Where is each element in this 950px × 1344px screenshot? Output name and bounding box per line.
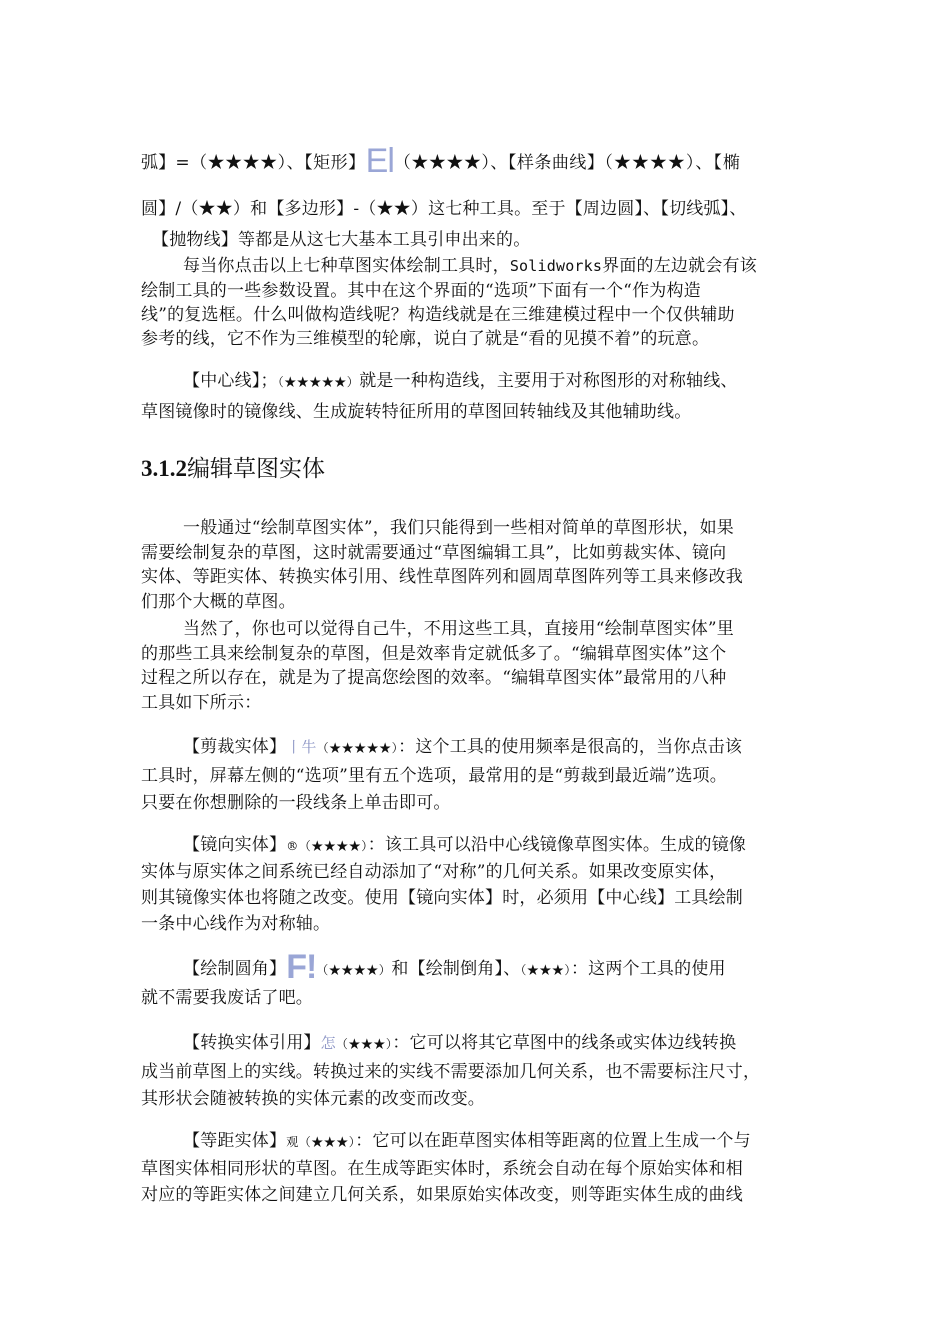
text-line bbox=[183, 370, 833, 393]
rating-stars: （★★★★） bbox=[298, 839, 368, 853]
text-line bbox=[183, 255, 833, 277]
text-line: 需要绘制复杂的草图，这时就需要通过“草图编辑工具”，比如剪裁实体、镜向 bbox=[141, 543, 727, 563]
text-span: （★★★★）、【椭 bbox=[604, 153, 741, 173]
text-line: 就不需要我废话了吧。 bbox=[141, 988, 313, 1008]
text-line: 绘制工具的一些参数设置。其中在这个界面的“选项”下面有一个“作为构造 bbox=[141, 281, 701, 301]
text-line: 实体与原实体之间系统已经自动添加了“对称”的几何关系。如果改变原实体， bbox=[141, 862, 727, 882]
section-number: 3.1.2 bbox=[141, 456, 187, 481]
text-line bbox=[183, 1130, 833, 1153]
rating-stars: （★★★） bbox=[298, 1135, 356, 1149]
text-line: 工具时，屏幕左侧的“选项”里有五个选项，最常用的是“剪裁到最近端”选项。 bbox=[141, 766, 727, 786]
text-line: 其形状会随被转换的实体元素的改变而改变。 bbox=[141, 1089, 485, 1109]
text-span: 【镜向实体】 bbox=[183, 835, 287, 855]
convert-entities-icon: 怎 bbox=[320, 1034, 336, 1052]
text-span: 【转换实体引用】 bbox=[183, 1033, 321, 1053]
rating-stars: （★★★★★） bbox=[316, 741, 399, 755]
text-line: 过程之所以存在，就是为了提高您绘图的效率。“编辑草图实体”最常用的八种 bbox=[141, 668, 727, 688]
section-heading bbox=[141, 455, 325, 483]
text-line: 只要在你想删除的一段线条上单击即可。 bbox=[141, 793, 451, 813]
text-span: -（★★）这七种工具。至于【周边圆】、【切线弧】、 bbox=[353, 199, 747, 219]
text-line bbox=[183, 736, 833, 759]
text-line: 则其镜像实体也将随之改变。使用【镜向实体】时，必须用【中心线】工具绘制 bbox=[141, 888, 743, 908]
text-line bbox=[183, 948, 833, 986]
text-line: 【抛物线】等都是从这七大基本工具引申出来的。 bbox=[152, 230, 531, 250]
text-span: 圆】/（★★）和【多边形】 bbox=[141, 199, 354, 219]
text-span: 【中心线】； bbox=[183, 371, 278, 391]
text-span: 【剪裁实体】 bbox=[183, 737, 287, 757]
offset-entities-icon: 观 bbox=[286, 1135, 299, 1149]
text-line: 草图镜像时的镜像线、生成旋转特征所用的草图回转轴线及其他辅助线。 bbox=[141, 402, 692, 422]
text-line: 们那个大概的草图。 bbox=[141, 592, 296, 612]
text-span: ：它可以将其它草图中的线条或实体边线转换 bbox=[392, 1033, 737, 1053]
brand-name: Solidworks bbox=[509, 257, 603, 275]
text-line: 当然了，你也可以觉得自己牛，不用这些工具，直接用“绘制草图实体”里 bbox=[183, 619, 734, 639]
rating-stars: （★★★★） bbox=[316, 963, 392, 977]
text-line: 线”的复选框。什么叫做构造线呢？构造线就是在三维建模过程中一个仅供辅助 bbox=[141, 305, 735, 325]
rating-stars: （★★★） bbox=[520, 963, 571, 977]
text-line: 的那些工具来绘制复杂的草图，但是效率肯定就低多了。“编辑草图实体”这个 bbox=[141, 644, 727, 664]
text-span: ：这两个工具的使用 bbox=[570, 959, 726, 979]
text-span: ：该工具可以沿中心线镜像草图实体。生成的镜像 bbox=[367, 835, 747, 855]
mirror-tool-icon: ® bbox=[286, 839, 299, 853]
text-line: 草图实体相同形状的草图。在生成等距实体时，系统会自动在每个原始实体和相 bbox=[141, 1159, 743, 1179]
text-span: 和【绘制倒角】、 bbox=[391, 959, 521, 979]
text-span: 就是一种构造线，主要用于对称图形的对称轴线、 bbox=[359, 371, 738, 391]
rectangle-tool-icon: El bbox=[365, 142, 394, 180]
text-line: 对应的等距实体之间建立几何关系，如果原始实体改变，则等距实体生成的曲线 bbox=[141, 1185, 743, 1205]
text-span: 弧】 bbox=[141, 153, 176, 173]
text-line: 成当前草图上的实线。转换过来的实线不需要添加几何关系，也不需要标注尺寸， bbox=[141, 1062, 761, 1082]
text-span: =（★★★★）、【矩形】 bbox=[175, 153, 366, 173]
text-line bbox=[141, 198, 831, 220]
text-line bbox=[183, 834, 833, 857]
text-line: 工具如下所示： bbox=[141, 693, 262, 713]
text-span: （★★★★）、【样条曲线】 bbox=[393, 153, 605, 173]
rating-stars: （★★★） bbox=[335, 1037, 393, 1051]
text-line: 参考的线，它不作为三维模型的轮廓，说白了就是“看的见摸不着”的玩意。 bbox=[141, 329, 710, 349]
text-line bbox=[141, 142, 831, 180]
text-span: 【等距实体】 bbox=[183, 1131, 287, 1151]
text-span: 每当你点击以上七种草图实体绘制工具时， bbox=[183, 256, 510, 276]
text-line: 一般通过“绘制草图实体”，我们只能得到一些相对简单的草图形状，如果 bbox=[183, 518, 734, 538]
section-title: 编辑草图实体 bbox=[187, 456, 325, 482]
text-line: 一条中心线作为对称轴。 bbox=[141, 914, 331, 934]
text-span: ：它可以在距草图实体相等距离的位置上生成一个与 bbox=[355, 1131, 751, 1151]
rating-stars: （★★★★★） bbox=[277, 375, 360, 389]
text-span: 【绘制圆角】 bbox=[183, 959, 287, 979]
trim-tool-icon: 丨牛 bbox=[286, 738, 317, 756]
fillet-tool-icon: F! bbox=[286, 948, 317, 986]
text-span: 界面的左边就会有该 bbox=[602, 256, 757, 276]
text-span: ：这个工具的使用频率是很高的，当你点击该 bbox=[398, 737, 743, 757]
text-line bbox=[183, 1032, 833, 1055]
text-line: 实体、等距实体、转换实体引用、线性草图阵列和圆周草图阵列等工具来修改我 bbox=[141, 567, 743, 587]
